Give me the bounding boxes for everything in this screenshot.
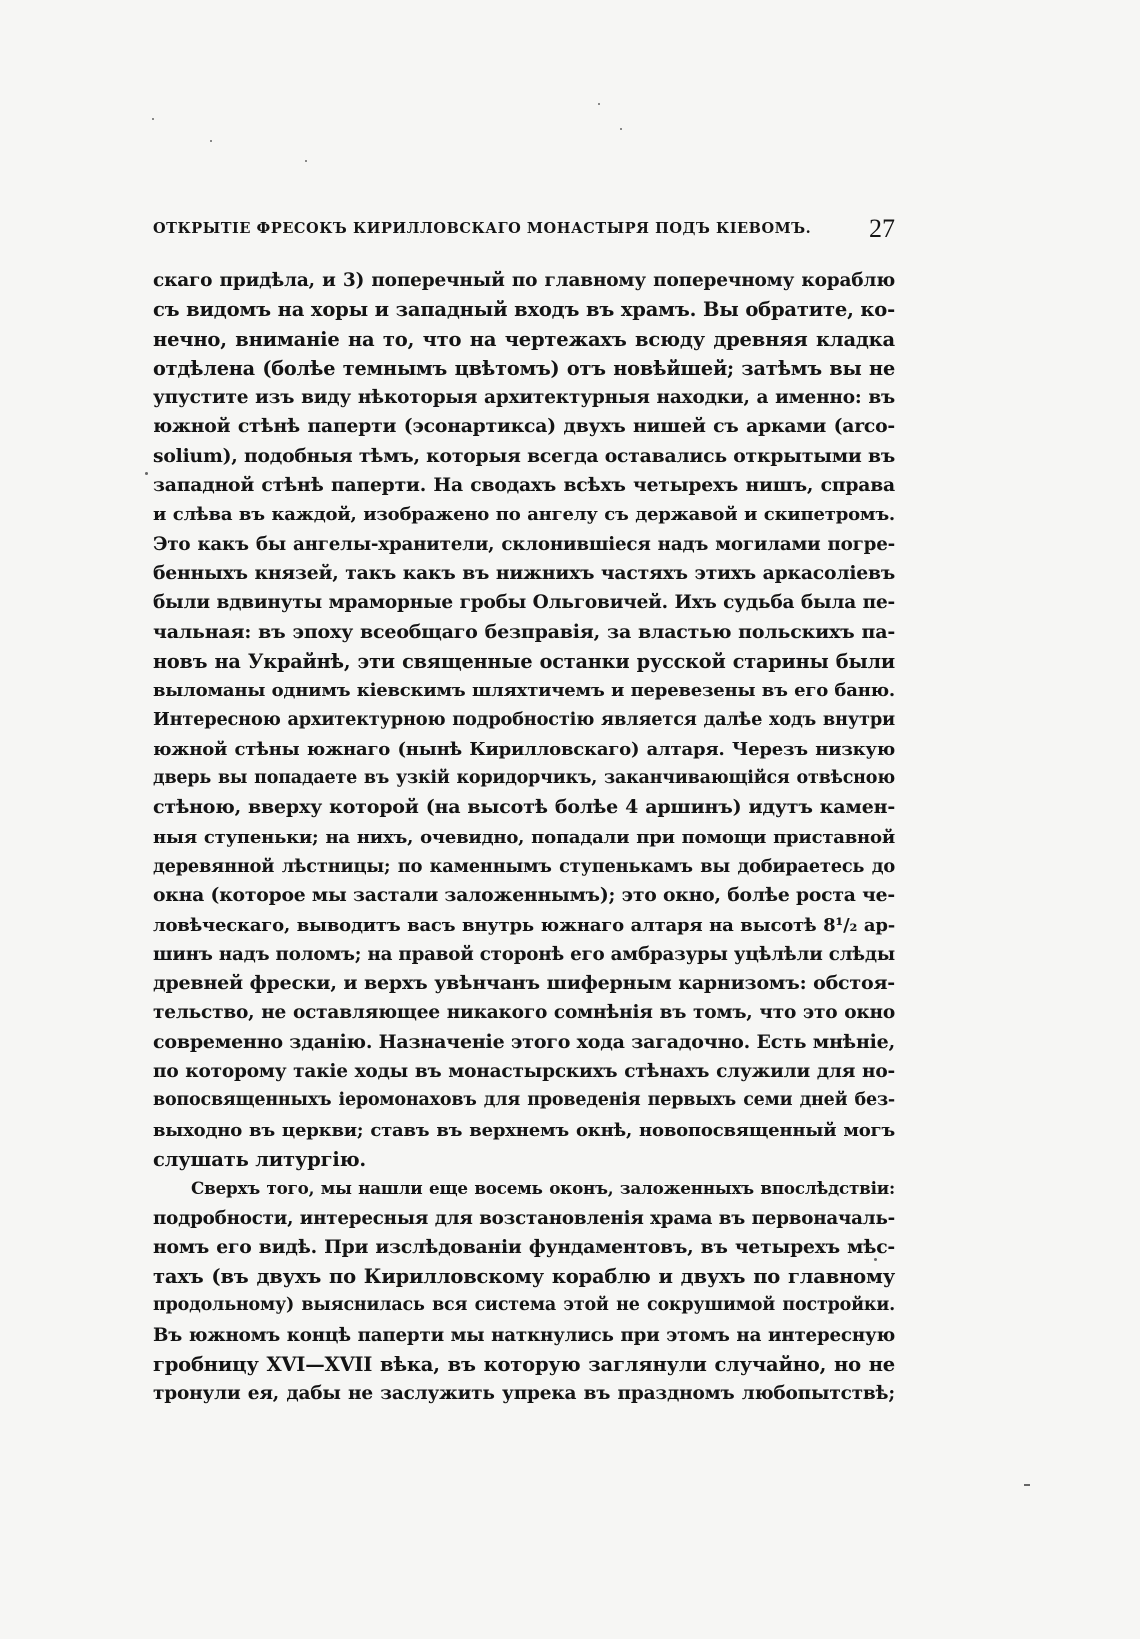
text-line: стѣною, вверху которой (на высотѣ болѣе 4 аршинъ) идутъ камен- — [153, 796, 895, 819]
text-line: тронули ея, дабы не заслужить упрека въ праздномъ любопытствѣ; — [153, 1383, 895, 1405]
scan-speck — [152, 118, 154, 120]
text-line: по которому такіе ходы въ монастырскихъ стѣнахъ служили для но- — [153, 1061, 895, 1083]
body-text — [153, 266, 895, 1409]
text-line: Интересною архитектурною подробностію является далѣе ходъ внутри — [153, 709, 895, 731]
text-line: чальная: въ эпоху всеобщаго безправія, за властью польскихъ па- — [153, 620, 895, 643]
text-line: выходно въ церкви; ставъ въ верхнемъ окнѣ, новопосвященный могъ — [153, 1119, 895, 1141]
text-line: тельство, не оставляющее никакого сомнѣнія въ томъ, что это окно — [153, 1002, 895, 1024]
text-line: деревянной лѣстницы; по каменнымъ ступенькамъ вы добираетесь до — [153, 855, 895, 877]
text-line: южной стѣнѣ паперти (эсонартикса) двухъ нишей съ арками (arco- — [153, 415, 895, 438]
scan-speck — [145, 472, 148, 475]
text-line: гробницу XVI—XVII вѣка, въ которую заглянули случайно, но не — [153, 1352, 895, 1376]
text-line: Это какъ бы ангелы-хранители, склонившіеся надъ могилами погре- — [153, 533, 895, 555]
page-number: 27 — [869, 214, 895, 243]
running-title: ОТКРЫТІЕ ФРЕСОКЪ КИРИЛЛОВСКАГО МОНАСТЫРЯ ПОДЪ КІЕВОМЪ. — [153, 220, 812, 237]
text-line: современно зданію. Назначеніе этого хода загадочно. Есть мнѣніе, — [153, 1030, 895, 1053]
scan-speck — [598, 103, 600, 105]
text-line: бенныхъ князей, такъ какъ въ нижнихъ частяхъ этихъ аркасоліевъ — [153, 561, 895, 584]
text-line: южной стѣны южнаго (нынѣ Кирилловскаго) алтаря. Черезъ низкую — [153, 738, 895, 760]
text-line: скаго придѣла, и 3) поперечный по главному поперечному кораблю — [153, 270, 895, 291]
text-line: окна (которое мы застали заложеннымъ); это окно, болѣе роста че- — [153, 884, 895, 907]
text-line: и слѣва въ каждой, изображено по ангелу съ державой и скипетромъ. — [153, 504, 895, 526]
text-line: новъ на Украйнѣ, эти священные останки русской старины были — [153, 649, 895, 673]
text-line: древней фрески, и верхъ увѣнчанъ шиферным карнизомъ: обстоя- — [153, 972, 895, 995]
text-line: номъ его видѣ. При изслѣдованіи фундаментовъ, въ четырехъ мѣс- — [153, 1235, 895, 1258]
scan-speck — [305, 160, 307, 162]
text-line: тахъ (въ двухъ по Кирилловскому кораблю и двухъ по главному — [153, 1265, 895, 1289]
text-line: слушать литургію. — [153, 1147, 366, 1171]
text-line: упустите изъ виду нѣкоторыя архитектурныя находки, а именно: въ — [153, 387, 895, 409]
scan-speck — [1024, 1484, 1030, 1486]
text-line: дверь вы попадаете въ узкій коридорчикъ, заканчивающійся отвѣсною — [153, 768, 895, 789]
text-line: solium), подобныя тѣмъ, которыя всегда оставались открытыми въ — [153, 444, 895, 467]
text-line: съ видомъ на хоры и западный входъ въ храмъ. Вы обратите, ко- — [153, 298, 895, 322]
text-line: выломаны однимъ кіевскимъ шляхтичемъ и перевезены въ его баню. — [153, 680, 895, 702]
text-line: отдѣлена (болѣе темнымъ цвѣтомъ) отъ новѣйшей; затѣмъ вы не — [153, 356, 895, 380]
text-line: ныя ступеньки; на нихъ, очевидно, попадали при помощи приставной — [153, 826, 895, 848]
page-header — [153, 216, 895, 244]
text-line: шинъ надъ поломъ; на правой сторонѣ его амбразуры уцѣлѣли слѣды — [153, 943, 895, 965]
text-line: западной стѣнѣ паперти. На сводахъ всѣхъ четырехъ нишъ, справа — [153, 474, 895, 497]
text-line: были вдвинуты мраморные гробы Ольговичей. Ихъ судьба была пе- — [153, 592, 895, 614]
scan-speck — [210, 140, 212, 142]
text-line: подробности, интересныя для возстановленія храма въ первоначаль- — [153, 1207, 895, 1229]
text-line: Сверхъ того, мы нашли еще восемь оконъ, заложенныхъ впослѣдствіи: — [191, 1178, 895, 1199]
text-line: вопосвященныхъ іеромонаховъ для проведенія первыхъ семи дней без- — [153, 1090, 895, 1111]
text-line: продольному) выяснилась вся система этой не сокрушимой постройки. — [153, 1295, 895, 1316]
text-line: ловѣческаго, выводитъ васъ внутрь южнаго алтаря на высотѣ 8¹/₂ ар- — [153, 914, 895, 936]
scan-speck — [620, 128, 622, 130]
text-line: Въ южномъ концѣ паперти мы наткнулись при этомъ на интересную — [153, 1324, 895, 1346]
text-line: нечно, вниманіе на то, что на чертежахъ всюду древняя кладка — [153, 327, 895, 351]
